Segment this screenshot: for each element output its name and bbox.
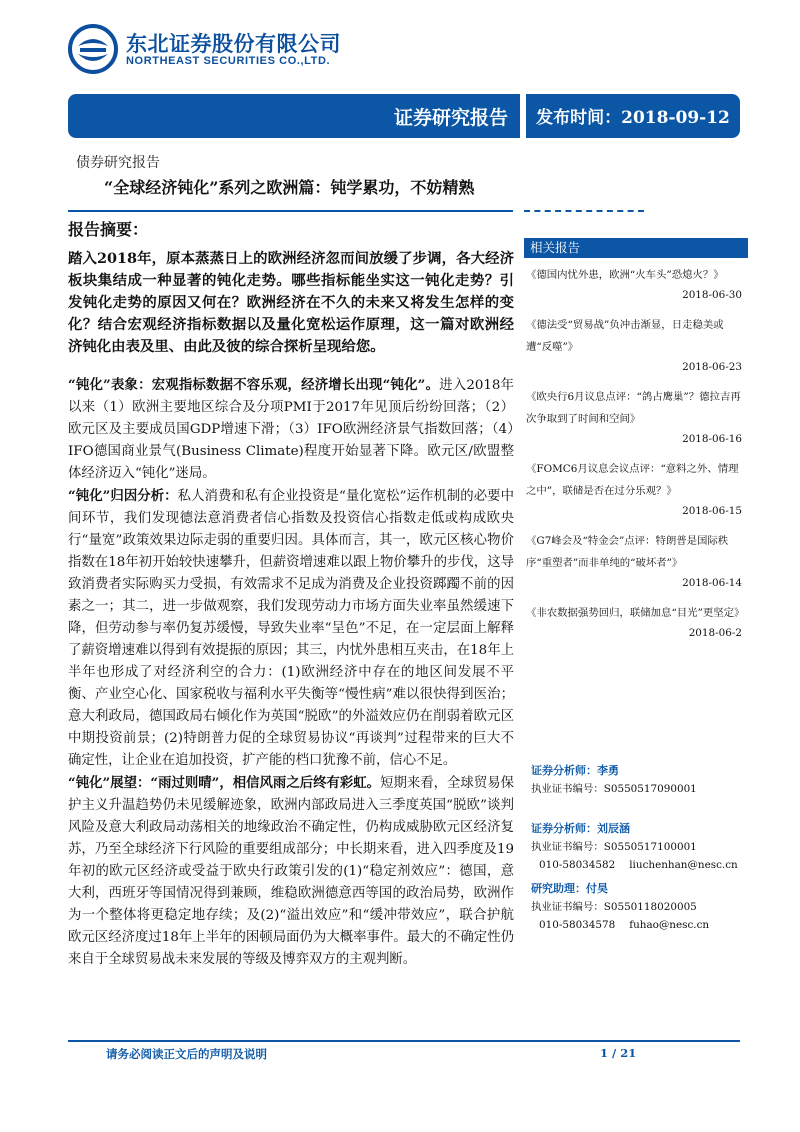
analyst-cert: 执业证书编号：S0550517100001 (531, 841, 697, 853)
analyst-email[interactable]: fuhao@nesc.cn (629, 919, 710, 931)
report-category: 债券研究报告 (76, 155, 160, 171)
related-report-date: 2018-06-30 (682, 289, 742, 301)
company-name-cn: 东北证券股份有限公司 (126, 32, 341, 56)
report-type-area (68, 94, 520, 138)
paragraph-attribution (68, 485, 514, 772)
summary-intro: 踏入2018年，原本蒸蒸日上的欧洲经济忽而间放缓了步调，各大经济板块集结成一种显著的钝化走势。哪些指标能坐实这一钝化走势？引发钝化走势的原因又何在？欧洲经济在不久的未来又将发生怎样的变化？结合宏观经济指标数据以及量化宽松运作原理，这一篇对欧洲经济钝化由表及里、由此及彼的综合探析呈现给您。 (68, 250, 514, 355)
related-report-title[interactable]: 《非农数据强势回归，联储加息“目光”更坚定》 (526, 607, 745, 619)
paragraph-body: 进入2018年以来（1）欧洲主要地区综合及分项PMI于2017年见顶后纷纷回落；（2）欧元区及主要成员国GDP增速下滑；（3）IFO欧洲经济景气指数回落；（4）IFO德国商业景气(Business Climate)程度开始显著下降。欧元区/欧盟整体经济迈入“钝化”迷局。 (68, 378, 515, 481)
publish-time (526, 103, 740, 128)
analyst-phone: 010-58034582 (539, 859, 616, 871)
related-report-title[interactable]: 《FOMC6月议息会议点评：“意料之外、情理之中”，联储是否在过分乐观？》 (526, 463, 739, 497)
related-report-item[interactable] (524, 314, 748, 376)
related-report-item[interactable] (524, 530, 748, 592)
analyst-cert: 执业证书编号：S0550118020005 (531, 901, 697, 913)
analyst-name: 李勇 (597, 764, 619, 777)
analyst-block (531, 762, 746, 798)
analyst-role: 研究助理：付昊 (531, 882, 608, 895)
analyst-role: 证券分析师：李勇 (531, 764, 619, 777)
paragraph-outlook (68, 772, 514, 971)
company-logo-icon (68, 24, 118, 74)
publish-date: 2018-09-12 (621, 108, 730, 128)
analyst-name: 刘辰涵 (597, 822, 630, 835)
related-reports-header: 相关报告 (524, 238, 748, 258)
related-report-date: 2018-06-15 (682, 505, 742, 517)
related-report-item[interactable] (524, 458, 748, 520)
related-report-title[interactable]: 《德国内忧外患，欧洲“火车头”恐熄火？》 (526, 269, 724, 281)
page-number: 1 / 21 (600, 1046, 637, 1060)
summary-section (68, 217, 514, 971)
related-report-title[interactable]: 《G7峰会及“特金会”点评：特朗普是国际秩序“重塑者”而非单纯的“破坏者”》 (526, 535, 729, 569)
analyst-email[interactable]: liuchenhan@nesc.cn (629, 859, 738, 871)
paragraph-heading: “钝化”归因分析： (68, 488, 178, 504)
analyst-contact (531, 916, 746, 934)
report-title: “全球经济钝化”系列之欧洲篇：钝学累功，不妨精熟 (104, 178, 475, 197)
title-divider (68, 210, 513, 212)
related-report-date: 2018-06-23 (682, 361, 742, 373)
paragraph-heading: “钝化”表象：宏观指标数据不容乐观，经济增长出现“钝化”。 (68, 377, 440, 393)
analyst-name: 付昊 (586, 882, 608, 895)
related-report-title[interactable]: 《欧央行6月议息点评：“鸽占鹰巢”？德拉吉再次争取到了时间和空间》 (526, 391, 741, 425)
related-report-item[interactable] (524, 386, 748, 448)
paragraph-heading: “钝化”展望：“雨过则晴”，相信风雨之后终有彩虹。 (68, 775, 381, 791)
analyst-contact (531, 856, 746, 874)
company-name-en: NORTHEAST SECURITIES CO.,LTD. (126, 55, 331, 67)
analyst-cert: 执业证书编号：S0550517090001 (531, 783, 697, 795)
header-band (68, 94, 740, 138)
analyst-phone: 010-58034578 (539, 919, 616, 931)
paragraph-body: 短期来看，全球贸易保护主义升温趋势仍未见缓解迹象，欧洲内部政局进入三季度英国“脱欧”谈判风险及意大利政局动荡相关的地缘政治不确定性，仍构成威胁欧元区经济复苏，乃至全球经济下行风险的重要组成部分；中长期来看，进入四季度及19年初的欧元区经济或受益于欧央行政策引发的(1)“稳定剂效应”：德国，意大利，西班牙等国情况得到兼顾，维稳欧洲德意西等国的政治局势，欧洲作为一个整体将更稳定地存续；及(2)“溢出效应”和“缓冲带效应”，联合护航欧元区经济度过18年上半年的困顿局面仍为大概率事件。最大的不确定性仍来自于全球贸易战未来发展的等级及博弈双方的主观判断。 (68, 776, 515, 967)
company-logo (68, 24, 408, 76)
publish-label: 发布时间： (536, 108, 622, 128)
related-report-date: 2018-06-16 (682, 433, 742, 445)
related-report-item[interactable] (524, 602, 748, 642)
related-report-date: 2018-06-14 (682, 577, 742, 589)
related-report-date: 2018-06-2 (688, 627, 742, 639)
analyst-role: 证券分析师：刘辰涵 (531, 822, 630, 835)
footer-divider (68, 1040, 740, 1042)
analyst-block (531, 820, 746, 874)
related-report-title[interactable]: 《德法受“贸易战”负冲击渐显，日走稳美或遭“反噬”》 (526, 319, 724, 353)
analyst-block (531, 880, 746, 934)
footer-disclaimer: 请务必阅读正文后的声明及说明 (106, 1047, 267, 1061)
paragraph-appearance (68, 374, 514, 485)
related-reports (524, 238, 748, 652)
report-type: 证券研究报告 (393, 107, 508, 129)
paragraph-body: 私人消费和私有企业投资是“量化宽松”运作机制的必要中间环节，我们发现德法意消费者信心指数及投资信心指数走低或构成欧央行“量宽”政策效果边际走弱的重要归因。具体而言，其一，欧元区核心物价指数在18年初开始较快速攀升，但薪资增速难以跟上物价攀升的步伐，这导致消费者实际购买力受损，有效需求不足成为消费及企业投资踯躅不前的因素之一；其二，进一步做观察，我们发现劳动力市场方面失业率虽然缓速下降，但劳动参与率仍复苏缓慢，导致失业率“呈色”不足，在一定层面上解释了薪资增速难以得到有效提振的原因；其三，内忧外患相互夹击，在18年上半年也形成了对经济利空的合力：(1)欧洲经济中存在的地区间发展不平衡、产业空心化、国家税收与福利水平失衡等“慢性病”难以很快得到医治；意大利政局，德国政局右倾化作为英国“脱欧”的外溢效应仍在削弱着欧元区中期投资前景；(2)特朗普力促的全球贸易协议“再谈判”过程带来的巨大不确定性，让企业在追加投资，扩产能的档口犹豫不前，信心不足。 (68, 489, 514, 768)
summary-title: 报告摘要： (68, 220, 149, 239)
related-report-item[interactable] (524, 264, 748, 304)
sidebar-divider (524, 210, 644, 212)
